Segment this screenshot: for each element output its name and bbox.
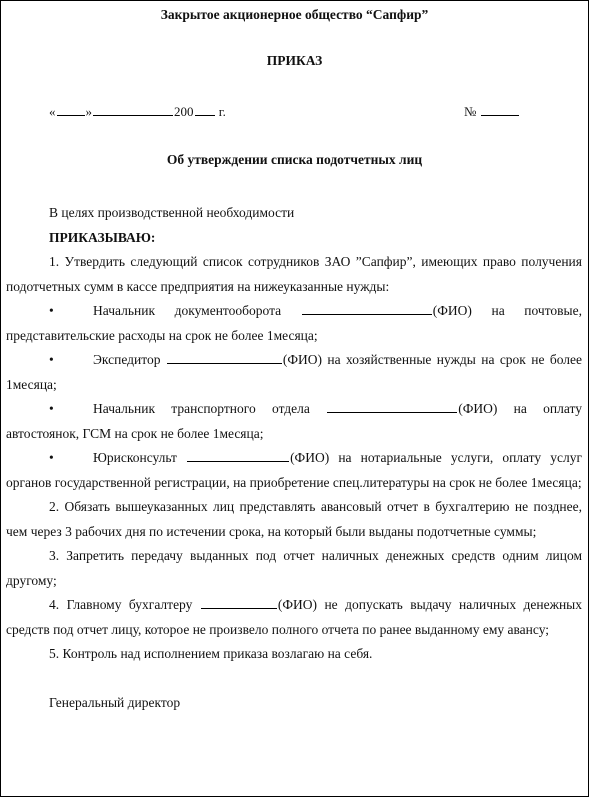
month-blank: [93, 104, 173, 116]
bullet-4-role: Юрисконсульт: [93, 450, 177, 465]
bullet-2-role: Экспедитор: [93, 352, 161, 367]
bullet-2-name-blank: [167, 352, 282, 364]
bullet-2-text: (ФИО) на хозяйственные нужды на срок не более 1месяца;: [6, 352, 582, 392]
bullet-glyph: •: [49, 401, 54, 416]
document-title: ПРИКАЗ: [266, 53, 323, 68]
bullet-glyph: •: [49, 352, 54, 367]
signature-title: Генеральный директор: [49, 694, 181, 710]
item-2: 2. Обязать вышеуказанных лиц представлять авансовый отчет в бухгалтерию не позднее, чем через 3 рабочих дня по истечении срока, на который были выданы подотчетные суммы;: [6, 499, 582, 539]
item-1: 1. Утвердить следующий список сотрудников ЗАО ”Сапфир”, имеющих право получения подотчетных сумм в кассе предприятия на нижеуказанные нужды:: [6, 254, 582, 294]
year-prefix: 200: [174, 104, 194, 119]
year-blank: [195, 104, 215, 116]
chief-accountant-name-blank: [201, 597, 277, 609]
order-word: ПРИКАЗЫВАЮ:: [49, 229, 156, 245]
bullet-item-2: [6, 348, 582, 397]
date-open-quote: «: [49, 104, 56, 119]
item-5: 5. Контроль над исполнением приказа возлагаю на себя.: [49, 646, 373, 661]
bullet-item-4: [6, 446, 582, 495]
bullet-1-text: (ФИО) на почтовые, представительские расходы на срок не более 1месяца;: [6, 303, 582, 343]
item-3: 3. Запретить передачу выданных под отчет наличных денежных средств одним лицом другому;: [6, 548, 582, 588]
bullet-4-name-blank: [187, 450, 289, 462]
item-4-lead: 4. Главному бухгалтеру: [49, 597, 193, 612]
bullet-3-name-blank: [327, 401, 457, 413]
document-body: [6, 201, 582, 715]
date-close-quote: »: [85, 104, 92, 119]
number-label: №: [464, 104, 477, 119]
company-name: Закрытое акционерное общество “Сапфир”: [160, 7, 429, 22]
number-blank: [481, 104, 519, 116]
document-subject: Об утверждении списка подотчетных лиц: [166, 152, 423, 167]
day-blank: [57, 104, 85, 116]
number-line: [464, 104, 520, 120]
item-4: [6, 593, 582, 642]
item-4-text: (ФИО) не допускать выдачу наличных денежных средств под отчет лицу, которое не произвело полного отчета по ранее выданному ему авансу;: [6, 597, 582, 637]
date-line: [49, 104, 226, 120]
bullet-3-text: (ФИО) на оплату автостоянок, ГСМ на срок не более 1месяца;: [6, 401, 583, 441]
intro-text: В целях производственной необходимости: [49, 205, 295, 220]
bullet-item-1: [6, 299, 582, 348]
bullet-1-role: Начальник документооборота: [93, 303, 282, 318]
bullet-glyph: •: [49, 303, 54, 318]
year-suffix: г.: [218, 104, 226, 119]
bullet-item-3: [6, 397, 582, 446]
bullet-4-text: (ФИО) на нотариальные услуги, оплату услуг органов государственной регистрации, на приобретение спец.литературы на срок не более 1месяца;: [6, 450, 583, 490]
bullet-3-role: Начальник транспортного отдела: [93, 401, 310, 416]
bullet-glyph: •: [49, 450, 54, 465]
bullet-1-name-blank: [302, 303, 432, 315]
